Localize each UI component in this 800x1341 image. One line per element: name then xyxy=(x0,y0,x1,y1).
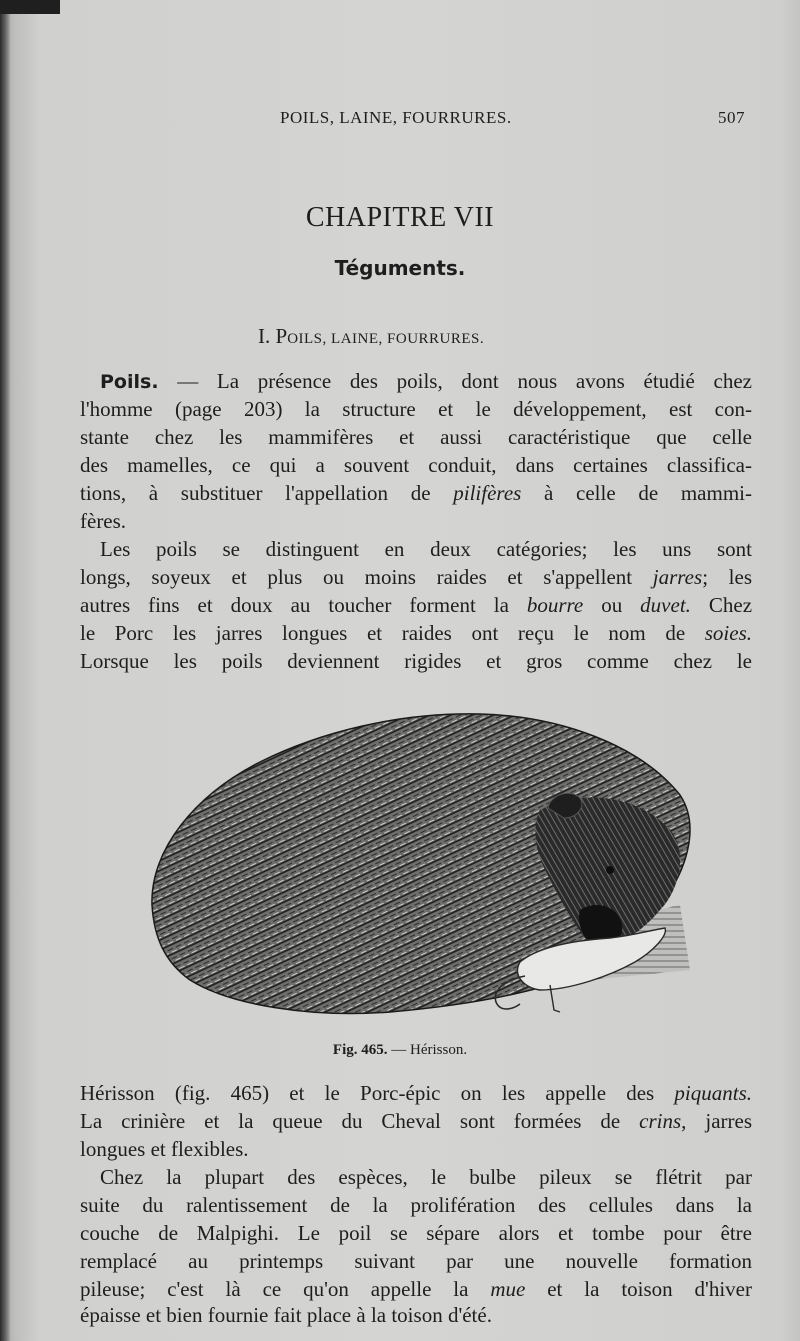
text-run: Chez xyxy=(690,593,753,617)
text-run: tions, à substituer l'appellation de xyxy=(80,481,454,505)
text-line: fères. xyxy=(80,509,127,533)
italic-term: crins xyxy=(639,1109,682,1133)
text-run: à celle de mammi- xyxy=(521,481,752,505)
text-line xyxy=(100,368,752,395)
text-line: remplacé au printemps suivant par une nouvelle formation xyxy=(80,1249,752,1273)
text-line: l'homme (page 203) la structure et le développement, est con- xyxy=(80,397,752,421)
text-line xyxy=(80,1276,752,1303)
scan-corner-shadow xyxy=(0,0,60,14)
text-run: autres fins et doux au toucher forment la xyxy=(80,593,527,617)
text-run: le Porc les jarres longues et raides ont reçu le nom de xyxy=(80,621,705,645)
italic-term: jarres xyxy=(652,565,703,589)
text-line: des mamelles, ce qui a souvent conduit, dans certaines classifica- xyxy=(80,453,752,477)
text-line xyxy=(80,564,752,591)
page-number: 507 xyxy=(718,108,745,127)
figure-caption xyxy=(0,1042,800,1059)
hedgehog-illustration xyxy=(140,700,700,1030)
figure-label: Fig. 465. xyxy=(332,1042,388,1058)
text-line: stante chez les mammifères et aussi caractéristique que celle xyxy=(80,425,752,449)
text-run: ; les xyxy=(702,565,752,589)
figure-title: — Hérisson. xyxy=(387,1042,468,1058)
section-title-smallcaps: LAINE, FOURRURES. xyxy=(331,331,485,347)
italic-term: soies. xyxy=(704,621,752,645)
section-title-initial: P xyxy=(275,324,288,348)
text-line xyxy=(80,592,752,619)
section-heading xyxy=(258,324,484,349)
running-head: POILS, LAINE, FOURRURES. xyxy=(280,108,512,127)
text-run: La crinière et la queue du Cheval sont formées de xyxy=(80,1109,640,1133)
chapter-title: CHAPITRE VII xyxy=(305,202,495,233)
italic-term: mue xyxy=(490,1277,526,1301)
italic-term: pilifères xyxy=(453,481,522,505)
text-line: Lorsque les poils deviennent rigides et gros comme chez le xyxy=(80,649,752,673)
text-line: Chez la plupart des espèces, le bulbe pileux se flétrit par xyxy=(100,1165,752,1189)
text-run: et la toison d'hiver xyxy=(525,1277,752,1301)
section-title-rest: OILS, xyxy=(287,331,332,347)
text-line xyxy=(80,1080,752,1107)
text-run: Hérisson (fig. 465) et le Porc-épic on les appelle des xyxy=(80,1081,675,1105)
chapter-subtitle: Téguments. xyxy=(334,256,466,280)
text-line: couche de Malpighi. Le poil se sépare alors et tombe pour être xyxy=(80,1221,752,1245)
italic-term: duvet. xyxy=(640,593,691,617)
text-run: , jarres xyxy=(681,1109,752,1133)
hedgehog-eye xyxy=(606,866,614,874)
text-run: longs, soyeux et plus ou moins raides et s'appellent xyxy=(80,565,653,589)
text-run: — La présence des poils, dont nous avons étudié chez xyxy=(158,369,752,393)
text-line: épaisse et bien fournie fait place à la toison d'été. xyxy=(80,1303,492,1327)
italic-term: bourre xyxy=(526,593,584,617)
run-in-heading: Poils. xyxy=(100,371,159,393)
text-line xyxy=(80,1108,752,1135)
text-run: ou xyxy=(583,593,641,617)
text-line xyxy=(80,620,752,647)
text-line: Les poils se distinguent en deux catégories; les uns sont xyxy=(100,537,752,561)
text-line xyxy=(80,480,752,507)
section-number: I. xyxy=(258,324,271,348)
text-run: pileuse; c'est là ce qu'on appelle la xyxy=(80,1277,491,1301)
italic-term: piquants. xyxy=(674,1081,752,1105)
text-line: longues et flexibles. xyxy=(80,1137,249,1161)
text-line: suite du ralentissement de la prolifération des cellules dans la xyxy=(80,1193,752,1217)
